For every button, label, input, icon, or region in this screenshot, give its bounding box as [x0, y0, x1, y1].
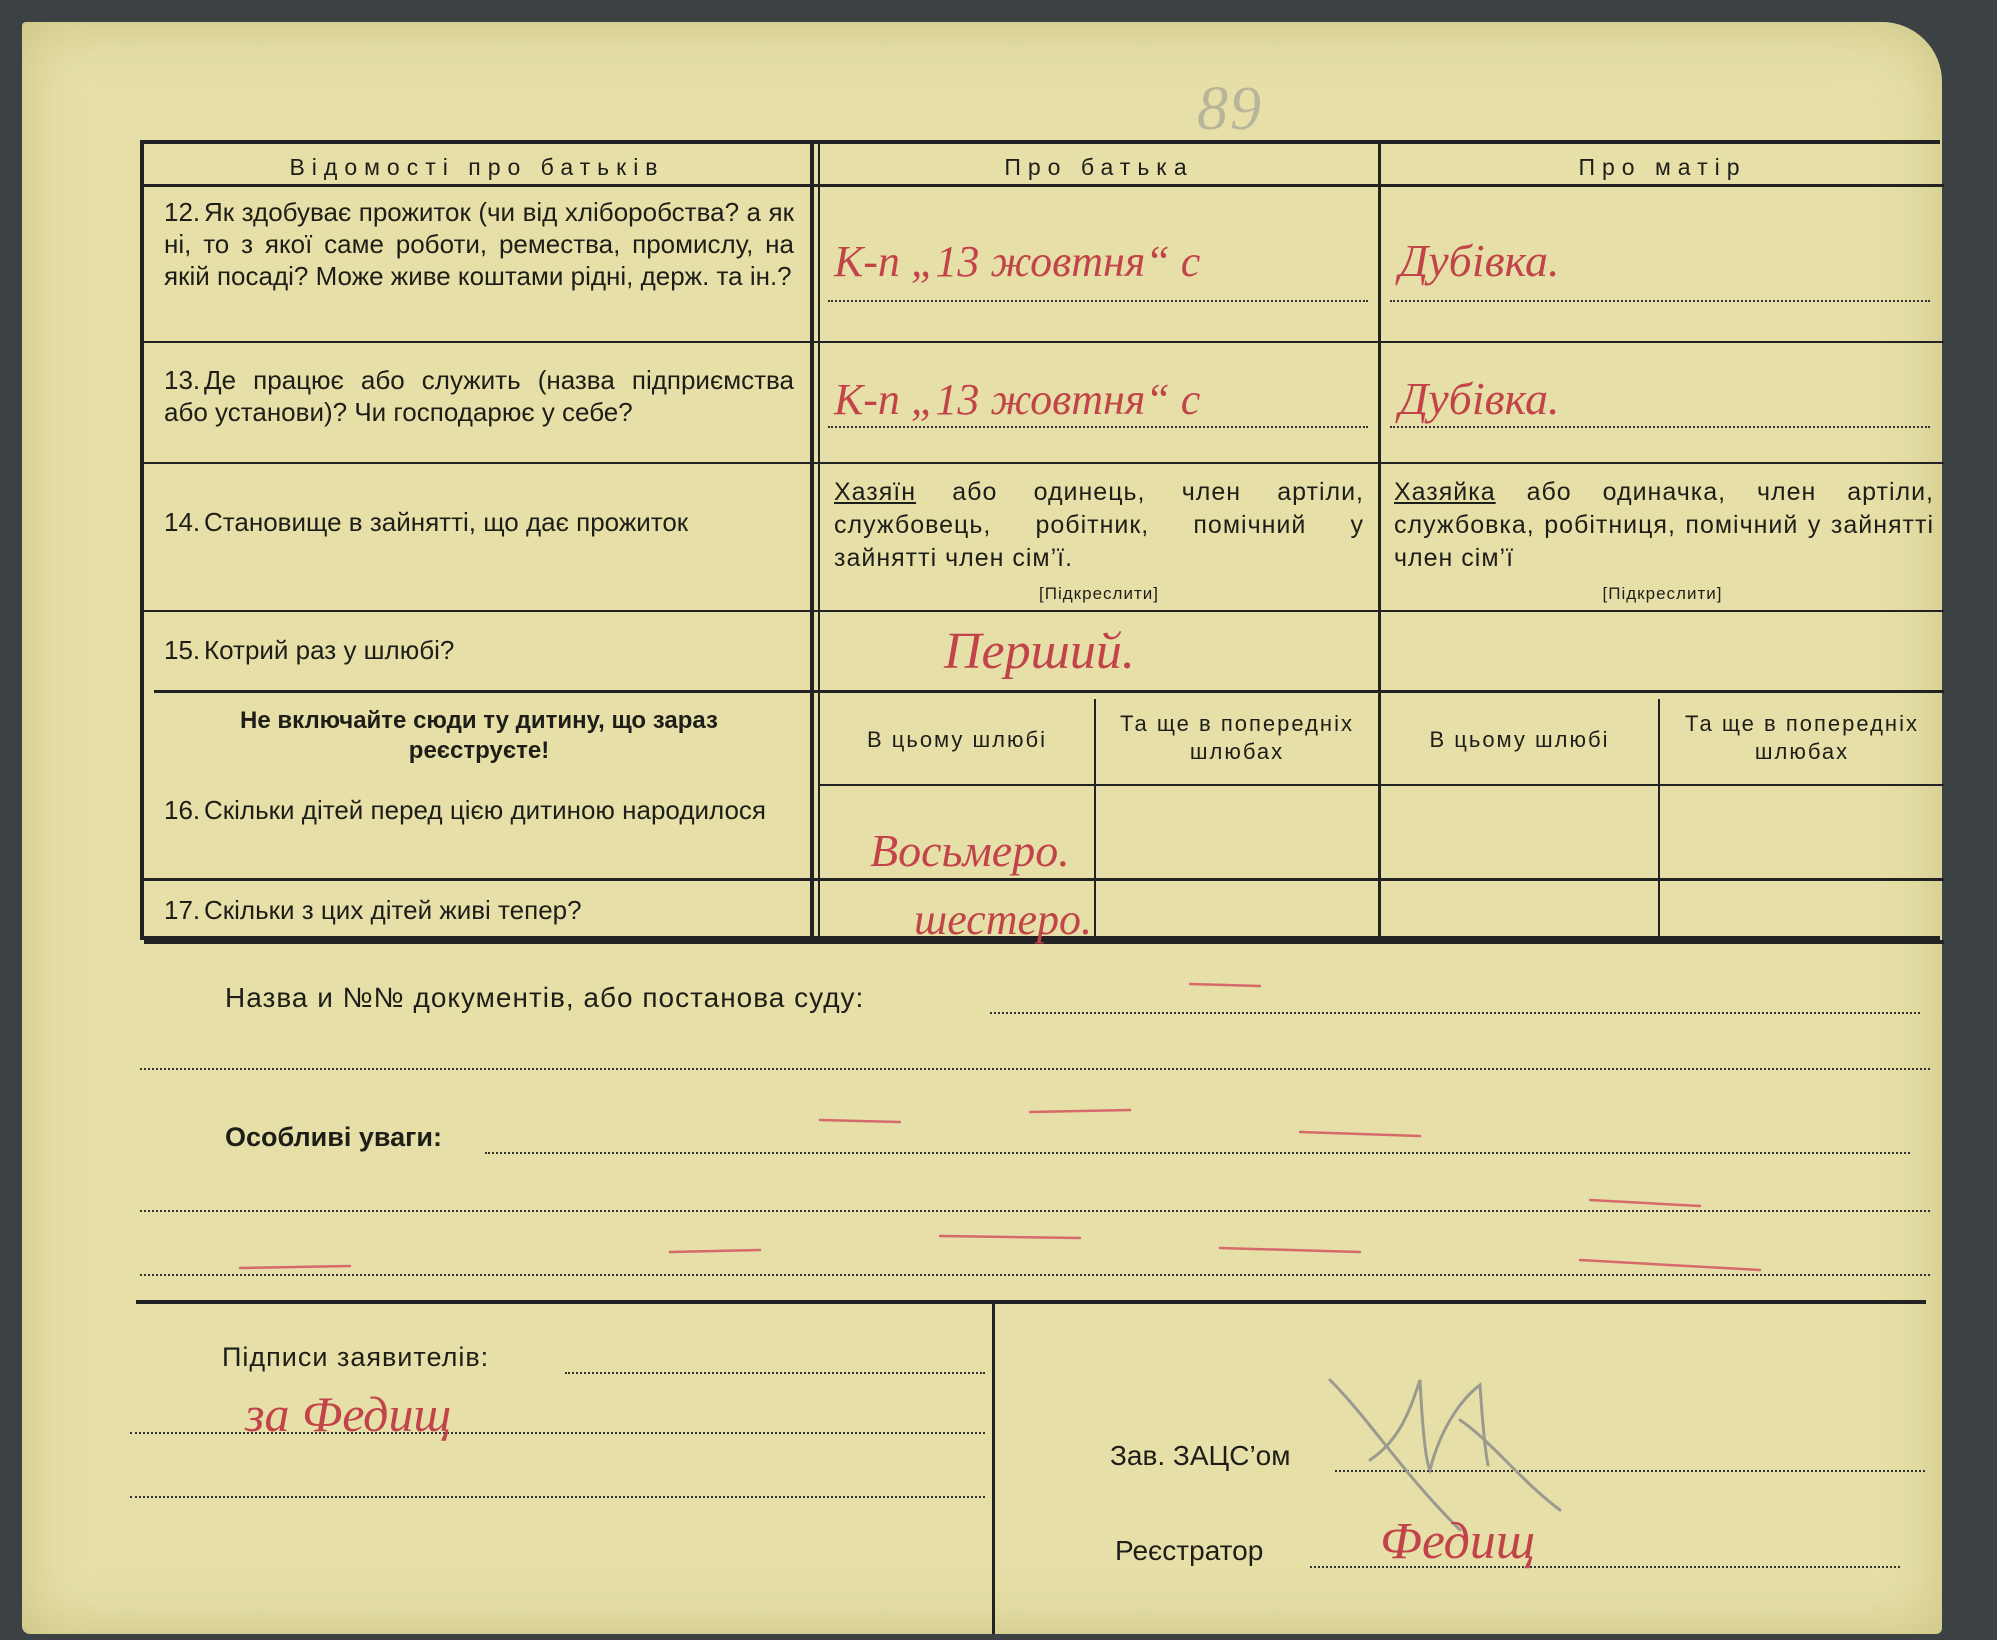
answer-line	[1390, 300, 1930, 302]
question-17	[164, 894, 794, 926]
answer-line	[828, 300, 1368, 302]
column-divider	[1378, 144, 1381, 944]
question-16	[164, 794, 794, 826]
applicants-signature-line	[130, 1496, 985, 1498]
question-number: 14.	[164, 507, 201, 537]
question-number: 13.	[164, 365, 201, 395]
answer-line	[828, 426, 1368, 428]
cancel-stroke	[240, 1266, 350, 1268]
row-divider	[144, 878, 1944, 881]
archive-number: 89	[1197, 75, 1263, 143]
row-divider	[144, 610, 1944, 612]
cancel-stroke	[1030, 1110, 1130, 1112]
head-of-registry-label: Зав. ЗАЦС’ом	[1110, 1440, 1291, 1471]
mother-this-marriage-header: В цьому шлюбі	[1429, 727, 1610, 752]
applicants-signature-label: Підписи заявителів:	[222, 1342, 490, 1372]
question-text: Скільки дітей перед цією дитиною народилося	[204, 795, 767, 825]
marriage-count-answer: Перший.	[944, 623, 1135, 680]
question-12	[164, 196, 794, 292]
question-number: 12.	[164, 197, 201, 227]
underline-note: [Підкреслити]	[1039, 584, 1159, 603]
row-divider	[154, 690, 1944, 693]
underline-note: [Підкреслити]	[1602, 584, 1723, 603]
column-divider	[818, 144, 820, 944]
father-workplace-answer: К-п „13 жовтня“ с	[834, 375, 1201, 424]
question-text: Котрий раз у шлюбі?	[204, 635, 455, 665]
cancel-stroke	[1580, 1260, 1760, 1270]
column-divider	[810, 144, 814, 944]
mother-livelihood-answer: Дубівка.	[1399, 235, 1560, 286]
signature-stroke	[1460, 1420, 1560, 1510]
registrar-signature: Федищ	[1380, 1513, 1536, 1570]
row-divider	[144, 184, 1944, 187]
cancel-stroke	[670, 1250, 760, 1252]
remarks-label: Особливі уваги:	[225, 1122, 442, 1152]
underlined-option: Хазяйка	[1394, 478, 1496, 506]
question-text: Як здобуває прожиток (чи від хліборобства? а як ні, то з якої саме роботи, ремества, промислу, на якій посаді? Може живе коштами рідні, держ. та ін.?	[164, 197, 794, 291]
cancel-stroke	[820, 1120, 900, 1122]
father-this-marriage-header: В цьому шлюбі	[866, 727, 1048, 752]
cancel-stroke	[1590, 1200, 1700, 1206]
registrar-label: Реєстратор	[1115, 1535, 1264, 1566]
row-divider	[820, 784, 1944, 786]
question-15	[164, 634, 794, 666]
question-13	[164, 364, 794, 428]
applicants-signature-line	[565, 1372, 985, 1374]
question-number: 17.	[164, 895, 201, 925]
applicants-signature: за Федищ	[245, 1386, 452, 1442]
father-previous-marriages-header: Та ще в попередніх шлюбах	[1120, 711, 1354, 764]
option-text: або одиначка, член артіли, службовка, робітниця, помічний у зайнятті член сім’ї	[1394, 478, 1934, 572]
father-employment-options	[834, 476, 1364, 575]
answer-line	[1390, 426, 1930, 428]
header-parents-info: Відомості про батьків	[289, 154, 665, 180]
question-text: Становище в зайнятті, що дає прожиток	[204, 507, 689, 537]
children-alive-answer: шестеро.	[914, 895, 1092, 944]
parents-info-table	[140, 140, 1940, 944]
question-number: 16.	[164, 795, 201, 825]
question-text: Скільки з цих дітей живі тепер?	[204, 895, 582, 925]
cancel-stroke	[940, 1236, 1080, 1238]
row-divider	[144, 341, 1944, 343]
question-number: 15.	[164, 635, 201, 665]
cancel-stroke	[1300, 1132, 1420, 1136]
header-father: Про батька	[1004, 154, 1194, 180]
mother-previous-marriages-header: Та ще в попередніх шлюбах	[1685, 711, 1919, 764]
mother-employment-options	[1394, 476, 1934, 575]
cancel-stroke	[1190, 984, 1260, 986]
signature-column-divider	[992, 1304, 995, 1634]
question-text: Де працює або служить (назва підприємства або установи)? Чи господарює у себе?	[164, 365, 794, 427]
cancel-stroke	[1220, 1248, 1360, 1252]
documents-label: Назва и №№ документів, або постанова суду:	[225, 982, 865, 1013]
cancellation-strokes	[140, 960, 1930, 1290]
option-text: або одинець, член артіли, службовець, робітник, помічний у зайнятті член сім’ї.	[834, 478, 1364, 572]
mother-workplace-answer: Дубівка.	[1399, 373, 1560, 424]
signature-section-divider	[136, 1300, 1926, 1304]
row-divider	[144, 462, 1944, 464]
children-warning: Не включайте сюди ту дитину, що зараз реєструєте!	[240, 707, 718, 764]
signature-stroke	[1370, 1380, 1488, 1470]
underlined-option: Хазяїн	[834, 478, 917, 506]
children-born-answer: Восьмеро.	[870, 825, 1070, 876]
signature-stroke	[1330, 1380, 1460, 1530]
father-livelihood-answer: К-п „13 жовтня“ с	[834, 237, 1201, 286]
header-mother: Про матір	[1578, 154, 1747, 180]
question-14	[164, 506, 794, 538]
